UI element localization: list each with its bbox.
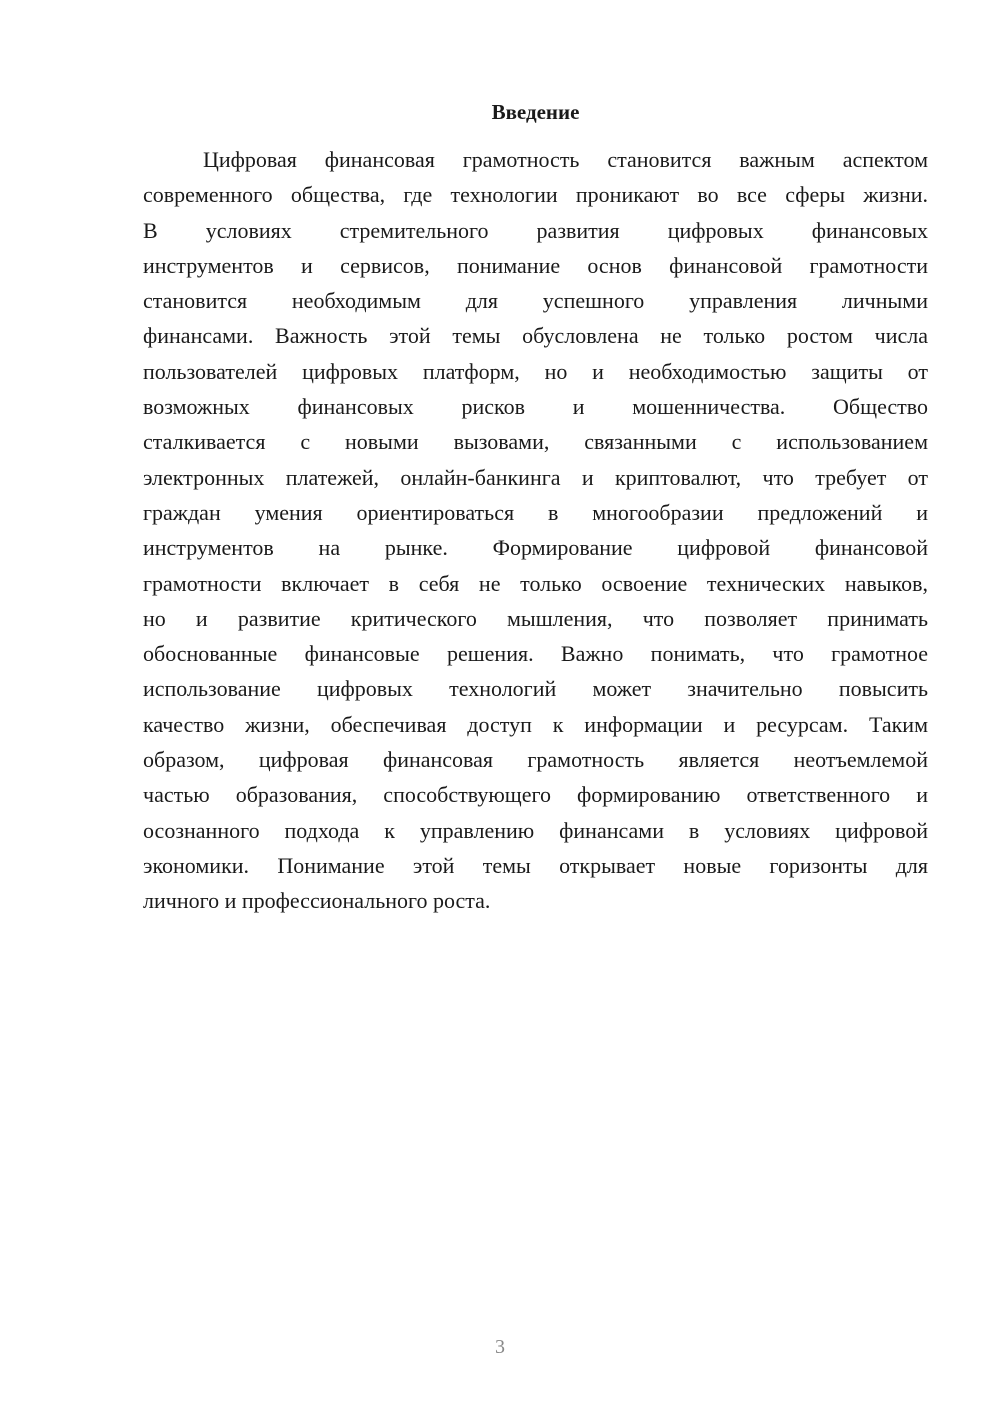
paragraph-line: граждан умения ориентироваться в многообразии предложений и xyxy=(143,499,928,525)
paragraph-line: качество жизни, обеспечивая доступ к информации и ресурсам. Таким xyxy=(143,711,928,737)
paragraph-line: грамотности включает в себя не только освоение технических навыков, xyxy=(143,570,928,596)
section-heading: Введение xyxy=(491,100,580,124)
body-paragraph xyxy=(143,142,928,919)
paragraph-line: инструментов и сервисов, понимание основ финансовой грамотности xyxy=(143,252,928,278)
paragraph-line: Цифровая финансовая грамотность становится важным аспектом xyxy=(203,147,928,172)
paragraph-line: но и развитие критического мышления, что позволяет принимать xyxy=(143,605,928,631)
paragraph-line: использование цифровых технологий может значительно повысить xyxy=(143,676,928,702)
paragraph-line: сталкивается с новыми вызовами, связанными с использованием xyxy=(143,429,928,455)
paragraph-line: современного общества, где технологии проникают во все сферы жизни. xyxy=(143,182,928,208)
paragraph-line: пользователей цифровых платформ, но и необходимостью защиты от xyxy=(143,358,928,384)
paragraph-line: инструментов на рынке. Формирование цифровой финансовой xyxy=(143,535,928,561)
paragraph-line: электронных платежей, онлайн-банкинга и криптовалют, что требует от xyxy=(143,464,928,490)
paragraph-line: личного и профессионального роста. xyxy=(143,888,491,914)
paragraph-line: образом, цифровая финансовая грамотность является неотъемлемой xyxy=(143,747,928,773)
paragraph-line: осознанного подхода к управлению финансами в условиях цифровой xyxy=(143,817,928,843)
paragraph-line: обоснованные финансовые решения. Важно понимать, что грамотное xyxy=(143,641,928,667)
paragraph-line: частью образования, способствующего формированию ответственного и xyxy=(143,782,928,808)
paragraph-line: экономики. Понимание этой темы открывает новые горизонты для xyxy=(143,852,928,878)
page-number: 3 xyxy=(495,1336,505,1358)
paragraph-line: становится необходимым для успешного управления личными xyxy=(143,288,928,314)
paragraph-line: В условиях стремительного развития цифровых финансовых xyxy=(143,217,928,243)
paragraph-line: финансами. Важность этой темы обусловлена не только ростом числа xyxy=(143,323,928,349)
paragraph-line: возможных финансовых рисков и мошенничества. Общество xyxy=(143,394,928,420)
